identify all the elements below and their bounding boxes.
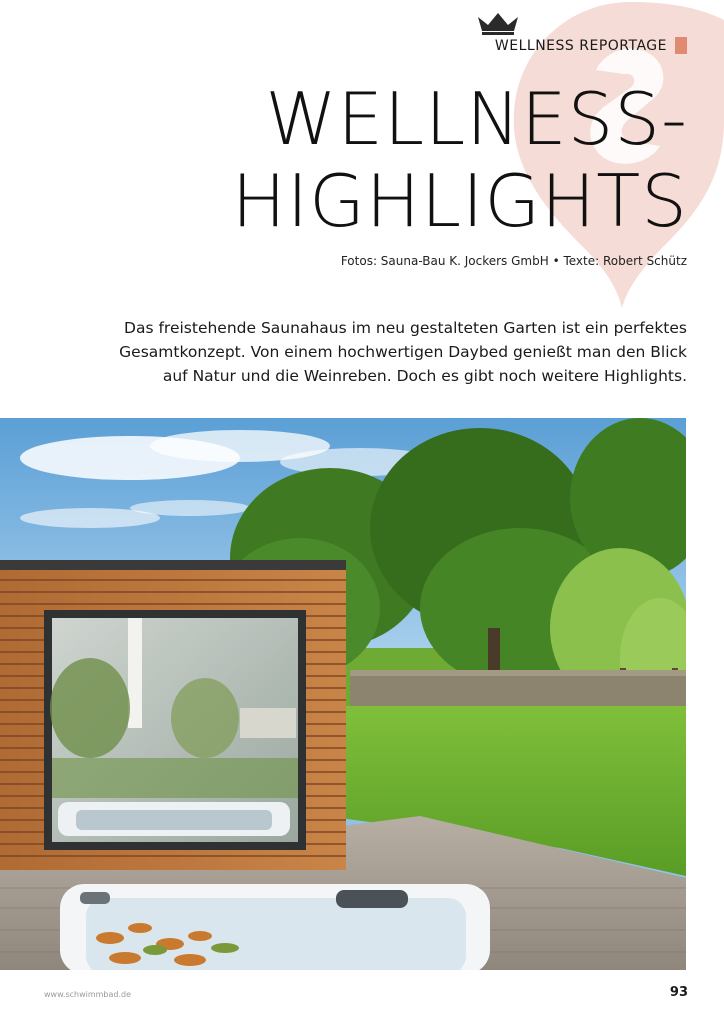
headline-line-1: WELLNESS- <box>265 77 688 161</box>
page-title <box>88 78 688 242</box>
section-accent-square <box>675 37 687 54</box>
crown-icon <box>476 11 520 35</box>
page-number: 93 <box>669 985 688 1000</box>
photo-credits: Fotos: Sauna-Bau K. Jockers GmbH • Texte: Robert Schütz <box>340 254 687 268</box>
footer-url: www.schwimmbad.de <box>44 990 132 999</box>
garden-sauna-house-photo <box>0 418 686 970</box>
intro-line: auf Natur und die Weinreben. Doch es gibt noch weitere Highlights. <box>162 367 687 385</box>
intro-line: Das freistehende Saunahaus im neu gestalteten Garten ist ein perfektes <box>124 319 687 337</box>
intro-line: Gesamtkonzept. Von einem hochwertigen Daybed genießt man den Blick <box>119 343 687 361</box>
section-label: WELLNESS REPORTAGE <box>494 38 667 54</box>
headline-line-2: HIGHLIGHTS <box>231 159 688 243</box>
intro-paragraph <box>47 316 687 388</box>
